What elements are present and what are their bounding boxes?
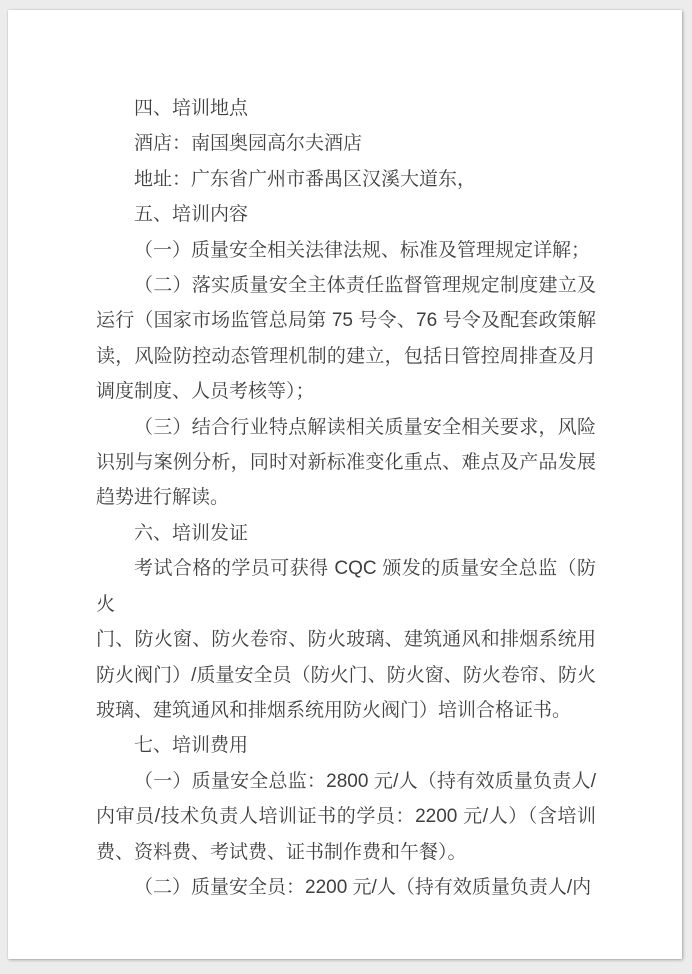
text-line: （一）质量安全总监：2800 元/人（持有效质量负责人/ <box>134 770 596 792</box>
paragraph <box>96 126 596 161</box>
text-line: 酒店：南国奥园高尔夫酒店 <box>134 133 363 155</box>
text-line: 趋势进行解读。 <box>96 487 230 509</box>
paragraph <box>96 870 596 905</box>
paragraph <box>96 162 596 197</box>
text-line: 运行（国家市场监管总局第 75 号令、76 号令及配套政策解 <box>96 310 596 332</box>
text-line: （一）质量安全相关法律法规、标准及管理规定详解； <box>134 239 591 261</box>
paragraph <box>96 764 596 870</box>
document-body <box>96 91 596 905</box>
text-line: 识别与案例分析，同时对新标准变化重点、难点及产品发展 <box>96 452 596 474</box>
text-line: 防火阀门）/质量安全员（防火门、防火窗、防火卷帘、防火 <box>96 664 596 686</box>
text-line: 门、防火窗、防火卷帘、防火玻璃、建筑通风和排烟系统用 <box>96 629 596 651</box>
text-line: （二）质量安全员：2200 元/人（持有效质量负责人/内 <box>134 876 592 898</box>
section-heading <box>96 91 596 126</box>
text-line: 调度制度、人员考核等）； <box>96 381 315 403</box>
text-line: （三）结合行业特点解读相关质量安全相关要求，风险 <box>134 416 596 438</box>
text-line: 内审员/技术负责人培训证书的学员：2200 元/人）（含培训 <box>96 806 596 828</box>
section-heading <box>96 197 596 232</box>
section-heading <box>96 728 596 763</box>
text-line: 费、资料费、考试费、证书制作费和午餐）。 <box>96 841 467 863</box>
text-line: 七、培训费用 <box>134 735 249 757</box>
text-line: 六、培训发证 <box>134 522 249 544</box>
text-line: （二）落实质量安全主体责任监督管理规定制度建立及 <box>134 275 596 297</box>
document-page <box>8 10 682 959</box>
section-heading <box>96 516 596 551</box>
paragraph <box>96 268 596 410</box>
text-line: 玻璃、建筑通风和排烟系统用防火阀门）培训合格证书。 <box>96 699 572 721</box>
text-line: 五、培训内容 <box>134 204 249 226</box>
text-line: 读，风险防控动态管理机制的建立，包括日管控周排查及月 <box>96 345 596 367</box>
paragraph <box>96 551 596 728</box>
text-line: 四、培训地点 <box>134 98 249 119</box>
paragraph <box>96 410 596 516</box>
paragraph <box>96 233 596 268</box>
text-line: 地址：广东省广州市番禺区汉溪大道东， <box>134 168 477 190</box>
text-line: 考试合格的学员可获得 CQC 颁发的质量安全总监（防火 <box>96 558 596 615</box>
